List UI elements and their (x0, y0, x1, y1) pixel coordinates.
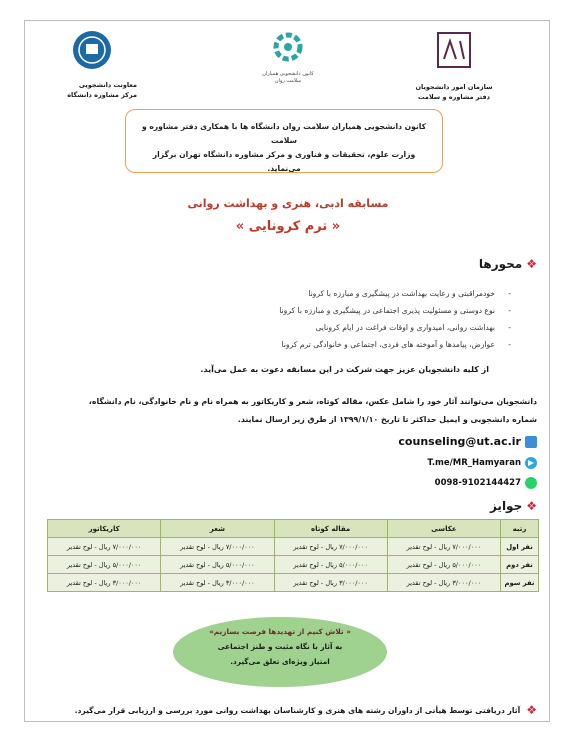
whatsapp-icon (525, 477, 537, 489)
submission-line-1: دانشجویان می‌توانند آثار خود را شامل عکس، مقاله کوتاه، شعر و کاریکاتور به همراه نام و نام خانوادگی، نام دانشگاه، (88, 397, 537, 406)
axes-list (75, 285, 495, 353)
table-row (48, 556, 539, 574)
hamyaran-logo-icon (270, 29, 306, 65)
contact-telegram[interactable] (427, 457, 537, 469)
intro-line-2: وزارت علوم، تحقیقات و فناوری و مرکز مشاوره دانشگاه تهران برگزار می‌نماید. (152, 150, 416, 173)
center-logo-caption-2: سلامت روان (274, 78, 302, 84)
intro-box (125, 109, 443, 173)
submission-paragraph (37, 393, 537, 429)
table-header-cell: عکاسی (387, 520, 500, 538)
table-cell: ۳/۰۰۰/۰۰۰ ریال - لوح تقدیر (48, 574, 161, 592)
table-cell: ۵/۰۰۰/۰۰۰ ریال - لوح تقدیر (274, 556, 387, 574)
table-cell: ۷/۰۰۰/۰۰۰ ریال - لوح تقدیر (274, 538, 387, 556)
table-header-cell: کاریکاتور (48, 520, 161, 538)
left-logo-caption-1: معاونت دانشجویی (78, 81, 137, 89)
table-cell: ۵/۰۰۰/۰۰۰ ریال - لوح تقدیر (387, 556, 500, 574)
table-row (48, 574, 539, 592)
table-cell: ۷/۰۰۰/۰۰۰ ریال - لوح تقدیر (387, 538, 500, 556)
axes-item: - عوارض، پیامدها و آموخته های فردی، اجتماعی و خانوادگی ترم کرونا (75, 336, 495, 353)
table-cell: ۷/۰۰۰/۰۰۰ ریال - لوح تقدیر (48, 538, 161, 556)
bullet-diamond-icon: ❖ (526, 703, 537, 717)
student-affairs-logo-icon (432, 29, 476, 73)
table-row (48, 538, 539, 556)
contest-subtitle: « ترم کرونایی » (235, 219, 341, 234)
university-logo-block (47, 29, 137, 100)
table-rank-cell: نفر سوم (501, 574, 539, 592)
right-logo-caption-2: دفتر مشاوره و سلامت (417, 93, 491, 101)
hamyaran-logo-block (243, 29, 333, 85)
prizes-heading-text: جوایز (489, 499, 523, 513)
student-affairs-logo-block (399, 29, 509, 102)
flyer-page (24, 20, 550, 722)
telegram-icon (525, 457, 537, 469)
judging-note-text: آثار دریافتی توسط هیأتی از داوران رشته های هنری و کارشناسان بهداشت روانی مورد بررسی و ارزیابی قرار می‌گیرد. (74, 705, 521, 715)
table-header-cell: مقاله کوتاه (274, 520, 387, 538)
bullet-diamond-icon: ❖ (526, 257, 537, 271)
table-rank-cell: نفر دوم (501, 556, 539, 574)
university-seal-icon (71, 29, 113, 71)
center-logo-caption-1: کانون دانشجویی همیاران (262, 71, 314, 77)
prizes-table (47, 519, 539, 592)
table-cell: ۷/۰۰۰/۰۰۰ ریال - لوح تقدیر (161, 538, 274, 556)
contact-telegram-text[interactable]: T.me/MR_Hamyaran (427, 458, 521, 468)
slogan-line-3: امتیاز ویژه‌ای تعلق می‌گیرد. (230, 657, 330, 666)
contact-email-text[interactable]: counseling@ut.ac.ir (398, 435, 521, 448)
intro-line-1: کانون دانشجویی همیاران سلامت روان دانشگاه ها با همکاری دفتر مشاوره و سلامت (141, 122, 427, 145)
table-header-row (48, 520, 539, 538)
axes-item: - خودمراقبتی و رعایت بهداشت در پیشگیری و مبارزه با کرونا (75, 285, 495, 302)
slogan-line-2: به آثار با نگاه مثبت و طنز اجتماعی (217, 642, 343, 651)
email-icon (525, 436, 537, 448)
right-logo-caption-1: سازمان امور دانشجویان (415, 83, 493, 91)
left-logo-caption-2: مرکز مشاوره دانشگاه (67, 91, 137, 99)
bullet-diamond-icon: ❖ (526, 499, 537, 513)
table-cell: ۵/۰۰۰/۰۰۰ ریال - لوح تقدیر (48, 556, 161, 574)
slogan-quote: « تلاش کنیم از تهدیدها فرصت بسازیم» (209, 627, 351, 636)
contact-whatsapp[interactable] (435, 477, 537, 489)
invitation-text: از کلیه دانشجویان عزیز جهت شرکت در این مسابقه دعوت به عمل می‌آید. (200, 365, 489, 374)
table-rank-cell: نفر اول (501, 538, 539, 556)
table-cell: ۳/۰۰۰/۰۰۰ ریال - لوح تقدیر (387, 574, 500, 592)
slogan-ellipse (173, 617, 387, 687)
table-cell: ۵/۰۰۰/۰۰۰ ریال - لوح تقدیر (161, 556, 274, 574)
axes-item: - نوع دوستی و مسئولیت پذیری اجتماعی در پیشگیری و مبارزه با کرونا (75, 302, 495, 319)
submission-line-2: شماره دانشجویی و ایمیل حداکثر تا تاریخ ۱۳۹۹/۱/۱۰ از طرق زیر ارسال نمایند. (237, 415, 537, 424)
contact-whatsapp-text[interactable]: 0098-9102144427 (434, 478, 521, 488)
contest-title: مسابقه ادبی، هنری و بهداشت روانی (187, 197, 389, 210)
table-header-cell: شعر (161, 520, 274, 538)
prizes-heading (490, 499, 537, 513)
judging-note (75, 703, 537, 717)
contact-email[interactable] (398, 435, 537, 448)
table-header-cell: رتبه (501, 520, 539, 538)
axes-item: - بهداشت روانی، امیدواری و اوقات فراغت در ایام کرونایی (75, 319, 495, 336)
table-cell: ۳/۰۰۰/۰۰۰ ریال - لوح تقدیر (274, 574, 387, 592)
axes-heading (479, 257, 537, 271)
axes-heading-text: محورها (478, 257, 523, 271)
table-cell: ۳/۰۰۰/۰۰۰ ریال - لوح تقدیر (161, 574, 274, 592)
